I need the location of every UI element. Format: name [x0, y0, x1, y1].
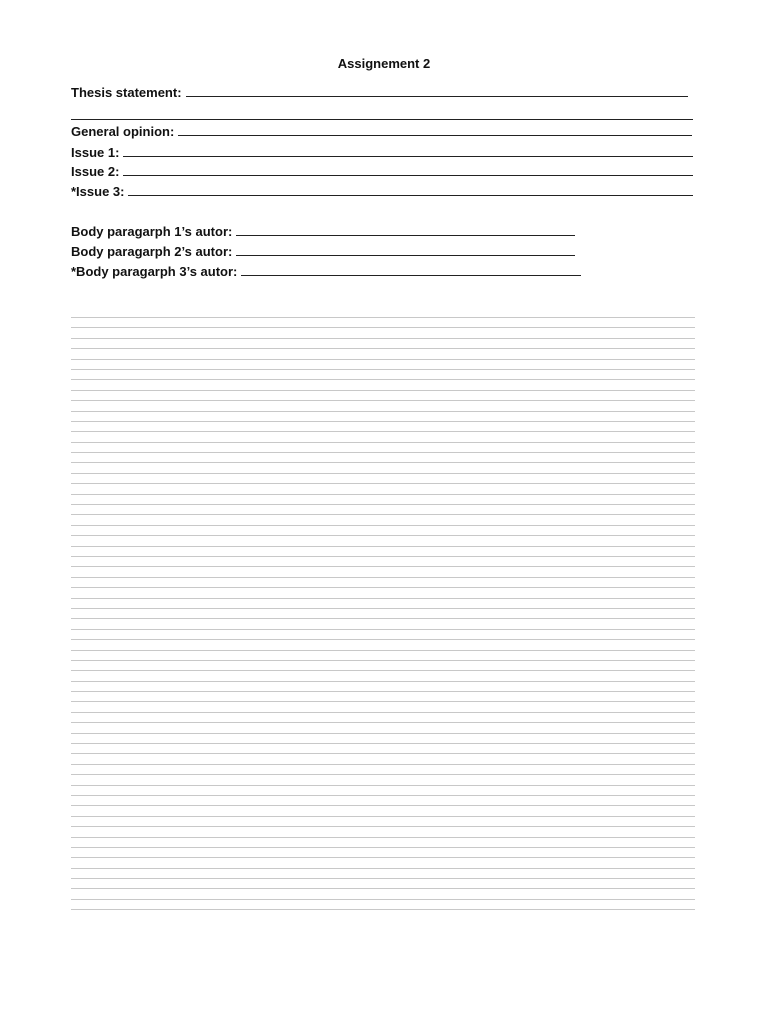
ruled-line [71, 670, 695, 671]
ruled-line [71, 608, 695, 609]
ruled-line [71, 452, 695, 453]
ruled-line [71, 701, 695, 702]
ruled-line [71, 566, 695, 567]
ruled-line [71, 483, 695, 484]
body-paragraph-1-author-label: Body paragarph 1’s autor: [71, 224, 233, 239]
ruled-line [71, 556, 695, 557]
ruled-line [71, 629, 695, 630]
ruled-line [71, 805, 695, 806]
ruled-line [71, 359, 695, 360]
ruled-line [71, 753, 695, 754]
ruled-line [71, 494, 695, 495]
ruled-line [71, 504, 695, 505]
body-paragraph-3-author-field[interactable] [71, 264, 581, 279]
body-paragraph-2-author-field[interactable] [71, 244, 575, 259]
ruled-line [71, 743, 695, 744]
ruled-line [71, 442, 695, 443]
ruled-line [71, 327, 695, 328]
general-opinion-blank[interactable] [178, 125, 692, 136]
ruled-line [71, 837, 695, 838]
ruled-line [71, 868, 695, 869]
ruled-line [71, 847, 695, 848]
ruled-line [71, 764, 695, 765]
ruled-line [71, 535, 695, 536]
body-paragraph-2-author-label: Body paragarph 2’s autor: [71, 244, 233, 259]
body-paragraph-1-author-blank[interactable] [236, 225, 575, 236]
ruled-line [71, 379, 695, 380]
ruled-line [71, 733, 695, 734]
ruled-line [71, 348, 695, 349]
thesis-statement-continuation-blank[interactable] [71, 119, 693, 120]
ruled-line [71, 899, 695, 900]
thesis-statement-blank[interactable] [186, 86, 688, 97]
ruled-line [71, 317, 695, 318]
ruled-line [71, 816, 695, 817]
ruled-line [71, 514, 695, 515]
ruled-line [71, 639, 695, 640]
ruled-line [71, 587, 695, 588]
ruled-line [71, 785, 695, 786]
issue-2-label: Issue 2: [71, 164, 120, 179]
issue-2-field[interactable] [71, 164, 693, 179]
issue-1-blank[interactable] [123, 146, 693, 157]
ruled-line [71, 888, 695, 889]
ruled-writing-area[interactable] [71, 317, 695, 920]
body-paragraph-1-author-field[interactable] [71, 224, 575, 239]
issue-3-label: *Issue 3: [71, 184, 125, 199]
ruled-line [71, 369, 695, 370]
ruled-line [71, 774, 695, 775]
issue-2-blank[interactable] [123, 165, 693, 176]
ruled-line [71, 660, 695, 661]
page-title: Assignement 2 [337, 56, 431, 71]
ruled-line [71, 598, 695, 599]
ruled-line [71, 338, 695, 339]
ruled-line [71, 878, 695, 879]
ruled-line [71, 618, 695, 619]
body-paragraph-3-author-label: *Body paragarph 3’s autor: [71, 264, 238, 279]
ruled-line [71, 909, 695, 910]
ruled-line [71, 546, 695, 547]
general-opinion-field[interactable] [71, 124, 692, 139]
ruled-line [71, 473, 695, 474]
ruled-line [71, 421, 695, 422]
thesis-statement-field[interactable] [71, 85, 688, 100]
ruled-line [71, 390, 695, 391]
ruled-line [71, 681, 695, 682]
ruled-line [71, 525, 695, 526]
ruled-line [71, 431, 695, 432]
ruled-line [71, 795, 695, 796]
ruled-line [71, 577, 695, 578]
ruled-line [71, 411, 695, 412]
issue-3-field[interactable] [71, 184, 693, 199]
ruled-line [71, 400, 695, 401]
body-paragraph-2-author-blank[interactable] [236, 245, 575, 256]
ruled-line [71, 650, 695, 651]
thesis-statement-label: Thesis statement: [71, 85, 182, 100]
issue-3-blank[interactable] [128, 185, 693, 196]
ruled-line [71, 712, 695, 713]
issue-1-label: Issue 1: [71, 145, 120, 160]
ruled-line [71, 857, 695, 858]
body-paragraph-3-author-blank[interactable] [241, 265, 581, 276]
issue-1-field[interactable] [71, 145, 693, 160]
ruled-line [71, 722, 695, 723]
ruled-line [71, 691, 695, 692]
ruled-line [71, 826, 695, 827]
ruled-line [71, 462, 695, 463]
general-opinion-label: General opinion: [71, 124, 175, 139]
